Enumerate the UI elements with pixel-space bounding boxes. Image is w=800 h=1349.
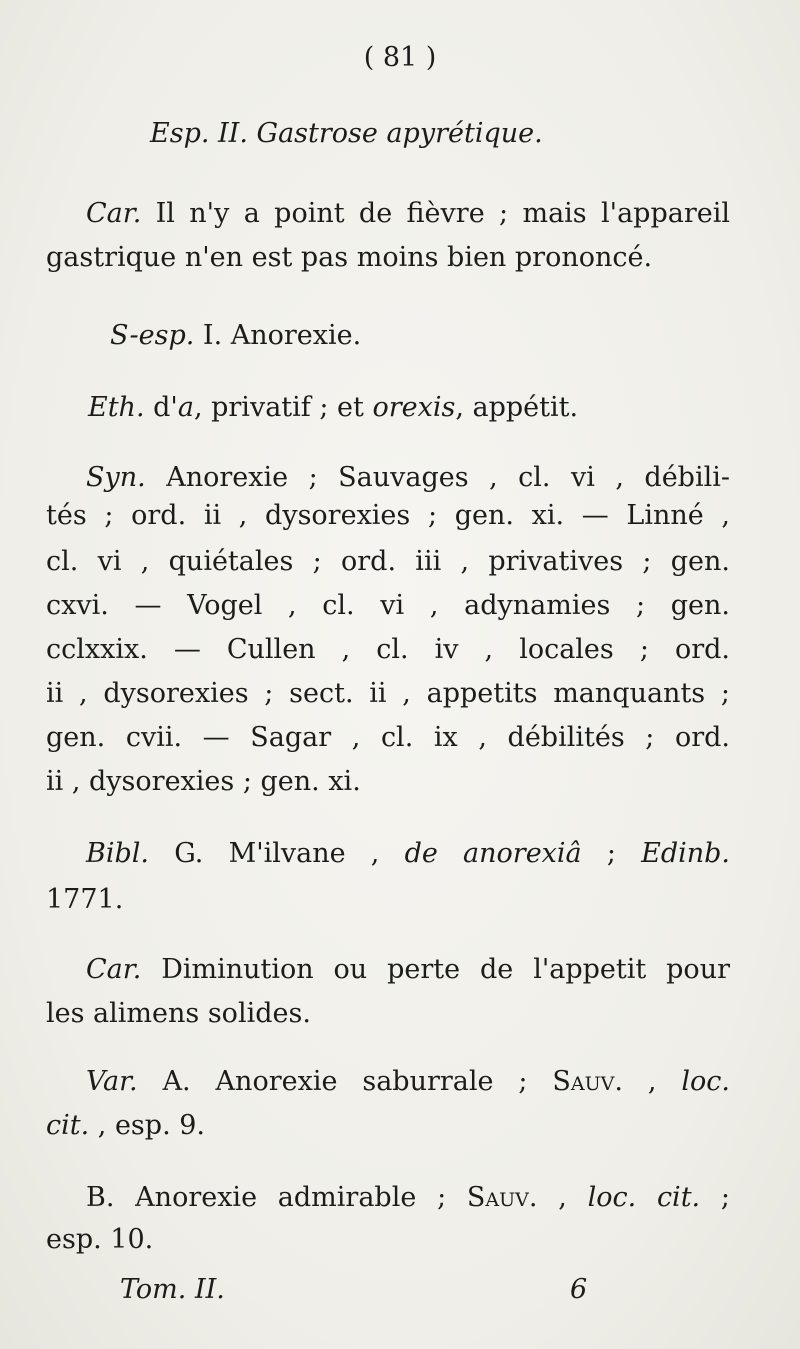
bibl-line1 (86, 836, 730, 872)
bibl-author: G. M'ilvane , (174, 838, 405, 869)
sesp-text: I. Anorexie. (202, 320, 362, 351)
bibl-label: Bibl. (86, 838, 149, 869)
car2-line1 (86, 952, 730, 988)
bibl-year: 1771. (46, 884, 124, 915)
page-number: ( 81 ) (363, 42, 437, 73)
footer-signature: 6 (570, 1274, 588, 1305)
varB-text2: , (537, 1182, 588, 1213)
syn-line1 (86, 460, 730, 496)
car2-line2: les alimens solides. (46, 998, 311, 1029)
bibl-title: de anorexiâ (404, 838, 582, 869)
varB-text3: ; (700, 1182, 730, 1213)
syn-label: Syn. (86, 462, 146, 493)
car2-text1: Diminution ou perte de l'appetit pour (161, 954, 730, 985)
bibl-place: Edinb. (641, 838, 731, 869)
var-text1: A. Anorexie saburrale ; (162, 1066, 553, 1097)
eth-line (88, 390, 730, 426)
car1-label: Car. (86, 198, 142, 229)
car1-text1: Il n'y a point de fièvre ; mais l'appareil (155, 198, 730, 229)
varB-line1 (86, 1180, 730, 1216)
eth-text2: , privatif ; et (193, 392, 373, 423)
var-loc: loc. (681, 1066, 730, 1097)
eth-a: a (177, 392, 194, 423)
var-text2: , (622, 1066, 682, 1097)
syn-line3: cl. vi , quiétales ; ord. iii , privatives ; gen. (46, 546, 730, 577)
varB-loc: loc. (587, 1182, 637, 1213)
var-line2 (46, 1108, 730, 1144)
eth-text3: , appétit. (455, 392, 579, 423)
var-text3: , esp. 9. (89, 1110, 205, 1141)
var-line1 (86, 1064, 730, 1100)
varB-text1: B. Anorexie admirable ; (86, 1182, 467, 1213)
sesp-line (110, 318, 730, 354)
footer-volume: Tom. II. (120, 1274, 225, 1305)
var-label: Var. (86, 1066, 138, 1097)
syn-line6: ii , dysorexies ; sect. ii , appetits manquants ; (46, 678, 730, 709)
var-cit: cit. (46, 1110, 90, 1141)
var-sauv: Sauv. (552, 1066, 623, 1097)
syn-text1: Anorexie ; Sauvages , cl. vi , débili- (166, 462, 730, 493)
car1-line2: gastrique n'en est pas moins bien prononcé. (46, 242, 653, 273)
syn-line7: gen. cvii. — Sagar , cl. ix , débilités ; ord. (46, 722, 730, 753)
syn-line5: cclxxix. — Cullen , cl. iv , locales ; ord. (46, 634, 730, 665)
eth-label: Eth. (88, 392, 145, 423)
car2-label: Car. (86, 954, 142, 985)
eth-orexis: orexis (372, 392, 456, 423)
sesp-label: S-esp. (110, 320, 195, 351)
syn-line4: cxvi. — Vogel , cl. vi , adynamies ; gen. (46, 590, 730, 621)
varB-sauv: Sauv. (466, 1182, 538, 1213)
varB-line2: esp. 10. (46, 1224, 154, 1255)
eth-text1: d' (153, 392, 178, 423)
syn-line8: ii , dysorexies ; gen. xi. (46, 766, 361, 797)
section-heading: Esp. II. Gastrose apyrétique. (150, 118, 543, 149)
varB-cit: cit. (656, 1182, 701, 1213)
bibl-sep: ; (581, 838, 642, 869)
car1-line1 (86, 196, 730, 232)
syn-line2: tés ; ord. ii , dysorexies ; gen. xi. — Linné , (46, 500, 730, 531)
